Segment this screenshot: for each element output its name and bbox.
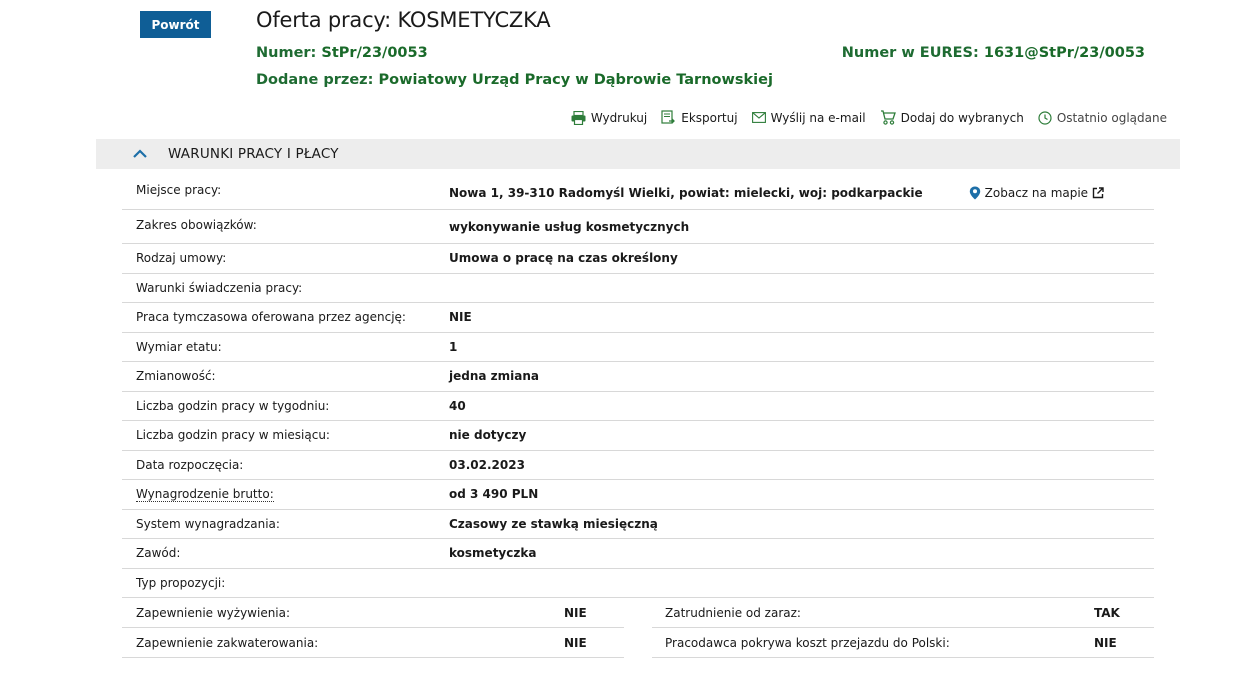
chevron-up-icon[interactable]	[132, 146, 148, 162]
row-label: Zmianowość:	[136, 369, 216, 384]
eures-number-label: Numer w EURES:	[841, 45, 979, 61]
row-label: System wynagradzania:	[136, 516, 280, 531]
recently-viewed-label: Ostatnio oglądane	[1056, 110, 1167, 125]
row-value: NIE	[449, 310, 472, 325]
table-row	[122, 244, 1154, 274]
table-row	[652, 628, 1154, 658]
split-row	[122, 598, 1154, 628]
map-link-label: Zobacz na mapie	[984, 185, 1089, 200]
table-row	[122, 598, 624, 628]
table-row	[122, 539, 1154, 569]
row-label: Data rozpoczęcia:	[136, 457, 244, 472]
row-value: NIE	[564, 635, 587, 650]
row-value: jedna zmiana	[449, 369, 539, 384]
section-header[interactable]	[96, 139, 1180, 169]
print-label: Wydrukuj	[590, 110, 648, 125]
table-row	[122, 628, 624, 658]
details-table	[122, 176, 1154, 658]
row-label: Zawód:	[136, 546, 181, 561]
print-button[interactable]	[571, 111, 647, 125]
row-label: Rodzaj umowy:	[136, 251, 227, 266]
row-label: Miejsce pracy:	[136, 182, 222, 197]
table-row	[122, 210, 1154, 244]
basket-icon	[880, 110, 896, 125]
row-label: Zatrudnienie od zaraz:	[665, 605, 801, 620]
offer-number-value: StPr/23/0053	[321, 45, 428, 61]
table-row	[122, 274, 1154, 304]
section-title: WARUNKI PRACY I PŁACY	[168, 146, 339, 162]
table-row	[122, 569, 1154, 599]
row-value: TAK	[1094, 605, 1120, 620]
export-icon	[661, 110, 676, 125]
table-row	[122, 421, 1154, 451]
row-value: Umowa o pracę na czas określony	[449, 251, 678, 266]
table-row	[122, 480, 1154, 510]
table-row	[122, 451, 1154, 481]
eures-number-value: 1631@StPr/23/0053	[983, 45, 1145, 61]
row-label: Zapewnienie wyżywienia:	[136, 605, 291, 620]
row-value: od 3 490 PLN	[449, 487, 539, 502]
offer-number	[256, 45, 428, 61]
row-value: 1	[449, 339, 458, 354]
eures-number	[842, 45, 1145, 61]
envelope-icon	[752, 112, 766, 123]
table-row	[122, 392, 1154, 422]
row-label[interactable]	[122, 487, 449, 501]
salary-tooltip-term[interactable]: Wynagrodzenie brutto:	[136, 487, 274, 502]
clock-icon	[1038, 111, 1052, 125]
row-value: NIE	[1094, 635, 1117, 650]
table-row	[652, 598, 1154, 628]
split-row	[122, 628, 1154, 658]
added-by-label: Dodane przez:	[256, 72, 374, 88]
row-value: 40	[449, 398, 466, 413]
add-favorite-button[interactable]	[880, 110, 1024, 125]
row-value: kosmetyczka	[449, 546, 537, 561]
row-label: Typ propozycji:	[136, 575, 226, 590]
table-row	[122, 510, 1154, 540]
printer-icon	[571, 111, 586, 125]
row-value: Nowa 1, 39-310 Radomyśl Wielki, powiat: mielecki, woj: podkarpackie	[449, 185, 923, 200]
recently-viewed-button[interactable]	[1038, 111, 1167, 125]
row-label: Zakres obowiązków:	[136, 217, 257, 232]
row-label: Liczba godzin pracy w miesiącu:	[136, 428, 330, 443]
export-label: Eksportuj	[681, 110, 738, 125]
table-row	[122, 362, 1154, 392]
table-row	[122, 303, 1154, 333]
row-label: Liczba godzin pracy w tygodniu:	[136, 398, 330, 413]
row-label: Wymiar etatu:	[136, 339, 222, 354]
added-by	[256, 72, 773, 88]
email-button[interactable]	[752, 111, 866, 125]
added-by-value: Powiatowy Urząd Pracy w Dąbrowie Tarnowskiej	[378, 72, 773, 88]
row-label: Zapewnienie zakwaterowania:	[136, 635, 319, 650]
map-pin-icon	[969, 186, 981, 200]
row-value: 03.02.2023	[449, 457, 525, 472]
table-row	[122, 176, 1154, 210]
map-link[interactable]	[969, 186, 1104, 200]
page-title: Oferta pracy: KOSMETYCZKA	[256, 8, 551, 32]
row-value: Czasowy ze stawką miesięczną	[449, 516, 658, 531]
row-label: Pracodawca pokrywa koszt przejazdu do Polski:	[665, 635, 950, 650]
external-link-icon	[1092, 187, 1104, 199]
offer-number-label: Numer:	[256, 45, 317, 61]
row-label: Warunki świadczenia pracy:	[136, 280, 303, 295]
table-row	[122, 333, 1154, 363]
back-button[interactable]: Powrót	[140, 11, 211, 38]
row-value: nie dotyczy	[449, 428, 527, 443]
add-favorite-label: Dodaj do wybranych	[900, 110, 1024, 125]
action-toolbar	[571, 110, 1167, 125]
row-value: NIE	[564, 605, 587, 620]
export-button[interactable]	[661, 110, 737, 125]
email-label: Wyślij na e-mail	[770, 110, 866, 125]
row-value: wykonywanie usług kosmetycznych	[449, 219, 690, 234]
row-label: Praca tymczasowa oferowana przez agencję:	[136, 310, 406, 325]
